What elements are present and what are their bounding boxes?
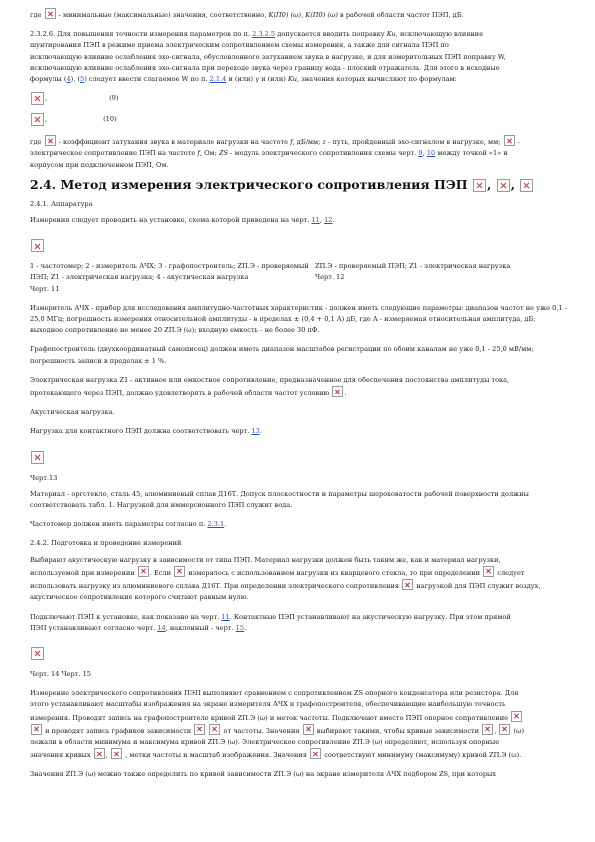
link-chart-13[interactable]: 13 [251,427,260,436]
subsection-2-4-1: 2.4.1. Аппаратура [30,199,93,208]
link-chart-10[interactable]: 10 [426,149,436,158]
paragraph-connect-pep: Подключают ПЭП к установке, как показано на черт. 11. Контактные ПЭП устанавливают на акустическую нагрузку. При этом прямой ПЭП устанавливают согласно черт. 14, наклонный - черт. 15. [30,612,511,632]
broken-image-icon [194,724,205,735]
paragraph-electrical-load: Электрическая нагрузка Z1 - активное или емкостное сопротивление, предназначенное для обеспечения постоянства амплитуды тока, протекающего через ПЭП, должно удовлетворять в рабочей области частот условию . [30,375,510,398]
paragraph-contact-load: Нагрузка для контактного ПЭП должна соответствовать черт. 13. [30,427,262,436]
broken-image-icon [520,179,533,192]
paragraph-measurement-procedure: Измерение электрического сопротивления ПЭП выполняют сравнением с сопротивлением ZS опорного конденсатора или резистора. Для этого устанавливают масштабы изображения на экране измерителя АЧХ и графопостроителя, обеспечивающие наибольшую точность измерения. Проводят запись на графопостроителе кривой ZП.Э (ω) и меток частоты. Подключают вместо ПЭП опорное сопротивление и проводят запись графиков зависимости от частоты. Значения выбирают такими, чтобы кривые зависимости , (ω) лежали в области минимума и максимума кривой ZП.Э (ω). Электрическое сопротивление ZП.Э (ω) определяют, используя опорные значения кривых , , метки частоты и масштаб изображения. Значения соответствуют минимуму (максимуму) кривой ZП.Э (ω). [30,689,525,760]
caption-label-12: Черт. 12 [315,273,345,282]
broken-image-icon [174,566,185,577]
broken-image-icon [45,135,56,146]
paragraph-acoustic-load: Акустическая нагрузка. [30,408,115,417]
link-2-3-2-5[interactable]: 2.3.2.5 [252,30,276,39]
broken-image-icon [482,724,493,735]
paragraph-2-3-2-6: 2.3.2.6. Для повышения точности измерения параметров по п. 2.3.2.5 допускается вводить поправку Ku, исключающую влияние шунтирования ПЭП в режиме приема электрическим сопротивлением схемы измерения, а также для сигнала ПЭП по исключающую влияние ослабления эхо-сигнала, обусловленного затуханием звука в нагрузке, и для измерительных ПЭП поправку W, исключающую влияние ослабления эхо-сигнала при переходе звука через границу вода - плоский отражатель. Для этого в исходные формулы (4), (5) следует ввести слагаемое W по п. 2.1.4 и (или) γ и (или) Ku, значения которых вычисляют по формулам: [30,30,506,84]
caption-label-13: Черт.13 [30,473,58,482]
broken-image-icon [31,724,42,735]
paragraph-plotter: Графопостроитель (двухкоординатный самописец) должен иметь диапазон масштабов регистрации по обоим каналам не уже 0,1 - 25,0 мВ/мм; погрешность записи в пределах ± 1 %. [30,345,534,365]
link-chart-14[interactable]: 14 [157,623,166,632]
broken-image-icon [310,748,321,759]
broken-image-icon [499,724,510,735]
caption-label-11: Черт. 11 [30,284,60,293]
link-2-3-1[interactable]: 2.3.1 [207,520,225,529]
link-chart-11b[interactable]: 11 [221,612,230,621]
figure-13-image [30,446,570,465]
figure-captions-11-12 [30,261,570,295]
broken-image-icon [209,724,220,735]
broken-image-icon [303,724,314,735]
paragraph-material: Материал - оргстекло, сталь 45, алюминиевый сплав Д16Т. Допуск плоскостности и параметры шероховатости рабочей поверхности должны соответствовать табл. 1. Нагрузкой для иммерсионного ПЭП служит вода. [30,489,529,510]
broken-image-icon [111,748,122,759]
broken-image-icon [94,748,105,759]
document-page [30,8,570,781]
paragraph-frequency-meter: Частотомер должен иметь параметры согласно п. 2.3.1. [30,520,227,529]
caption-text-11: 1 - частотомер; 2 - измеритель АЧХ; 3 - графопостроитель; ZП.Э - проверяемый ПЭП; Z1 - электрическая нагрузка; 4 - акустическая нагрузка [30,262,309,282]
figure-11-12-image [30,234,570,253]
broken-image-icon [31,113,44,126]
figure-14-15-image [30,642,570,661]
subsection-2-4-2: 2.4.2. Подготовка и проведение измерений [30,539,182,548]
broken-image-icon [31,239,44,252]
equation-9: , (9) [30,90,570,106]
caption-label-14-15: Черт. 14 Черт. 15 [30,669,91,678]
broken-image-icon [31,451,44,464]
paragraph-min-max: где - минимальные (максимальные) значения, соответственно, K(П0) (ω), K(П0) (ω) в рабочей области частот ПЭП, дБ. [30,8,570,21]
link-formula-5[interactable]: 5 [80,75,85,84]
section-heading-2-4: 2.4. Метод измерения электрического сопротивления ПЭП , , [30,176,570,194]
link-chart-11[interactable]: 11 [311,216,320,225]
link-chart-9[interactable]: 9 [418,149,423,158]
broken-image-icon [473,179,486,192]
broken-image-icon [31,92,44,105]
broken-image-icon [138,566,149,577]
paragraph-afc-meter: Измеритель АЧХ - прибор для исследования амплитудно-частотных характеристик - должен иметь следующие параметры: диапазон частот не уже 0,1 - 25,0 МГц; погрешность измерения относительной амплитуды - в пределах ± (0,4 + 0,1 A) дБ, где A - измеряемая относительная амплитуда, дБ; выходное сопротивление не менее 20 ZП.Э (ω); входную емкость - не более 30 пФ. [30,303,567,335]
paragraph-installation: Измерения следует проводить на установке, схема которой приведена на черт. 11, 12. [30,216,335,225]
equation-10: , (10) [30,111,570,127]
broken-image-icon [483,566,494,577]
broken-image-icon [497,179,510,192]
broken-image-icon [332,386,343,397]
paragraph-values-zpe: Значения ZП.Э (ω) можно также определить по кривой зависимости ZП.Э (ω) на экране измерителя АЧХ подбором ZS, при которых [30,770,497,779]
broken-image-icon [31,647,44,660]
paragraph-where-coefficient: где - коэффициент затухания звука в материале нагрузки на частоте f, дБ/мм; z - путь, пройденный эхо-сигналом в нагрузке, мм; - электрическое сопротивление ПЭП на частоте f, Ом; ZS - модуль электрического сопротивления схемы черт. 9, 10 между точкой «1» и корпусом при подключенном ПЭП, Ом. [30,135,570,171]
link-chart-15[interactable]: 15 [235,623,245,632]
link-2-1-4[interactable]: 2.1.4 [209,75,227,84]
link-chart-12[interactable]: 12 [324,216,333,225]
broken-image-icon [45,8,56,19]
caption-text-12: ZП.Э - проверяемый ПЭП; Z1 - электрическая нагрузка [315,262,511,271]
paragraph-select-load: Выбирают акустическую нагрузку в зависимости от типа ПЭП. Материал нагрузки должен быть таким же, как и материал нагрузки, используемой при измерении . Если измерялось с использованием нагрузки из кварцевого стекла, то при определении следует использовать нагрузку из алюминиевого сплава Д16Т. При определении электрического сопротивления нагрузкой для ПЭП служит воздух, акустическое сопротивление которого считают равным нулю. [30,555,541,602]
broken-image-icon [511,711,522,722]
broken-image-icon [402,579,413,590]
link-formula-4[interactable]: 4 [66,75,71,84]
broken-image-icon [504,135,515,146]
